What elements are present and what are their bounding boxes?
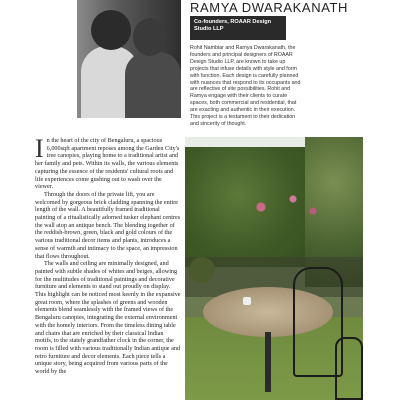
article-dropcap: I	[35, 137, 44, 163]
designer-role-label: Co-founders, ROAAR Design Studio LLP	[190, 16, 286, 40]
photo-flowers	[245, 187, 325, 227]
designer-name-heading: RAMYA DWARAKANATH	[190, 0, 349, 15]
article-body	[35, 137, 181, 400]
photo-table-leg	[265, 332, 271, 392]
portrait-person-left-head	[91, 10, 131, 50]
article-paragraph-2: Through the doors of the private lift, you are welcomed by gorgeous brick cladding spanning the entire length of the wall. A beautifully framed traditional painting of a ritualistically adorned tusker elephant centres the wall atop an antique bench. The blending together of the reddish-brown, green, black and gold colours of the various traditional decor items and plants, introduces a sense of warmth and intimacy to the space, an impression that flows throughout.	[35, 190, 181, 260]
portrait-person-right-head	[133, 18, 167, 56]
article-paragraph-1: n the heart of the city of Bengaluru, a spacious 6,000sqft apartment reposes among the Garden City's tree canopies, playing home to a traditional artist and her family and pets. Within its walls, the various elements capturing the essence of the residents' cultural roots and life experiences come gushing out to wash over the viewer.	[35, 137, 180, 191]
founders-portrait-photo	[77, 0, 181, 118]
photo-potted-plant	[189, 257, 215, 283]
article-paragraph-3: The walls and ceiling are minimally designed, and painted with subtle shades of whites and beiges, allowing for the multitudes of traditional paintings and decorative furniture and elements to stand out proudly on display. This highlight can be noticed most keenly in the expansive great room, where the splashes of greens and wooden elements blend seamlessly with the framed views of the Bengaluru canopies, integrating the external environment with the homely interiors. From the timeless dining table and chairs that are enriched by their classical Indian motifs, to the stately grandfather clock in the corner, the room is filled with various traditionally Indian antique and retro furniture and decor elements. Each piece tells a unique story, being acquired from various parts of the world by the	[35, 260, 181, 376]
portrait-person-right-body	[125, 52, 181, 118]
photo-cup	[243, 297, 251, 305]
designer-bio-text: Rohit Nambiar and Ramya Dwarakanath, the founders and principal designers of ROAAR Design Studio LLP, are known to take up projects that infuse details with style and form with function. Each design is carefully planned with nuances that respond to its occupants and are reflective of site possibilities. Rohit and Ramya engage with their clients to curate spaces, both commercial and residential, that are exacting and authentic in their execution. This project is a testament to their dedication and sincerity of thought.	[190, 45, 301, 127]
balcony-interior-photo	[185, 137, 363, 400]
photo-wrought-iron-chair-2	[335, 337, 363, 400]
